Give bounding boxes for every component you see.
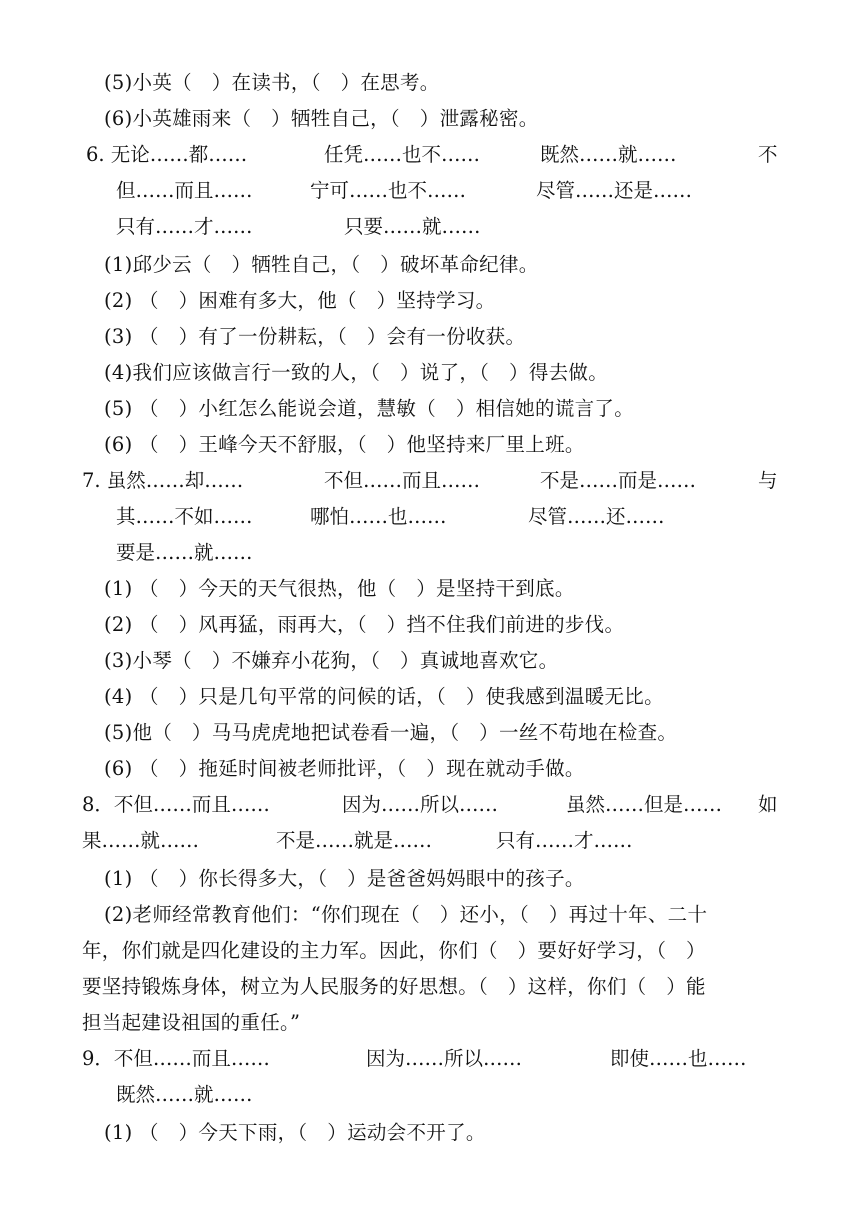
q8-option: 果……就……	[82, 829, 200, 852]
q8-item-2-line-4: 担当起建设祖国的重任。”	[82, 1011, 301, 1034]
q6-option: 只有……才……	[116, 215, 253, 238]
q5-item-6: (6)小英雄雨来（ ）牺牲自己，（ ）泄露秘密。	[104, 107, 539, 130]
q8-option-split: 如	[758, 793, 778, 816]
q9-options-row-1	[0, 1046, 860, 1072]
q7-option: 其……不如……	[116, 505, 253, 528]
q9-option: 既然……就……	[116, 1083, 253, 1106]
q6-option: 6. 无论……都……	[86, 143, 248, 166]
q6-item-2: (2) （ ）困难有多大，他（ ）坚持学习。	[104, 289, 496, 312]
q6-options-row-1	[0, 142, 860, 168]
q6-option: 尽管……还是……	[536, 179, 693, 202]
q8-option: 只有……才……	[496, 829, 633, 852]
q8-option: 8．不但……而且……	[82, 793, 270, 816]
q6-option: 任凭……也不……	[324, 143, 481, 166]
q6-option: 但……而且……	[116, 179, 253, 202]
q6-item-1: (1)邱少云（ ）牺牲自己，（ ）破坏革命纪律。	[104, 253, 539, 276]
q6-item-5: (5) （ ）小红怎么能说会道，慧敏（ ）相信她的谎言了。	[104, 397, 635, 420]
q6-options-row-2	[0, 178, 860, 204]
q7-item-5: (5)他（ ）马马虎虎地把试卷看一遍，（ ）一丝不苟地在检查。	[104, 721, 678, 744]
q5-item-5: (5)小英（ ）在读书，（ ）在思考。	[104, 71, 440, 94]
q6-item-4: (4)我们应该做言行一致的人，（ ）说了，（ ）得去做。	[104, 361, 609, 384]
q9-option: 9．不但……而且……	[82, 1047, 270, 1070]
q6-options-row-3	[0, 214, 860, 240]
q7-option: 不是……而是……	[540, 469, 697, 492]
q6-option: 既然……就……	[540, 143, 677, 166]
q6-option: 宁可……也不……	[310, 179, 467, 202]
q6-option-split: 不	[758, 143, 778, 166]
q7-option: 哪怕……也……	[310, 505, 447, 528]
q8-item-2-line-1: (2)老师经常教育他们：“你们现在（ ）还小，（ ）再过十年、二十	[104, 903, 708, 926]
q7-item-1: (1) （ ）今天的天气很热，他（ ）是坚持干到底。	[104, 577, 575, 600]
q7-options-row-3	[0, 540, 860, 566]
q7-options-row-1	[0, 468, 860, 494]
q7-item-2: (2) （ ）风再猛，雨再大，（ ）挡不住我们前进的步伐。	[104, 613, 625, 636]
q8-item-2-line-3: 要坚持锻炼身体，树立为人民服务的好思想。（ ）这样，你们（ ）能	[82, 975, 706, 998]
q7-option: 尽管……还……	[528, 505, 665, 528]
q9-option: 即使……也……	[610, 1047, 747, 1070]
q8-options-row-2	[0, 828, 860, 854]
q8-options-row-1	[0, 792, 860, 818]
q8-item-1: (1) （ ）你长得多大，（ ）是爸爸妈妈眼中的孩子。	[104, 867, 585, 890]
q7-item-3: (3)小琴（ ）不嫌弃小花狗，（ ）真诚地喜欢它。	[104, 649, 559, 672]
q8-option: 虽然……但是……	[566, 793, 723, 816]
q7-option-split: 与	[758, 469, 778, 492]
q7-option: 要是……就……	[116, 541, 253, 564]
q9-options-row-2	[0, 1082, 860, 1108]
q6-item-6: (6) （ ）王峰今天不舒服，（ ）他坚持来厂里上班。	[104, 433, 585, 456]
q9-option: 因为……所以……	[366, 1047, 523, 1070]
q8-option: 因为……所以……	[342, 793, 499, 816]
q7-option: 7. 虽然……却……	[82, 469, 244, 492]
q9-item-1: (1) （ ）今天下雨，（ ）运动会不开了。	[104, 1121, 486, 1144]
q7-option: 不但……而且……	[324, 469, 481, 492]
q7-item-4: (4) （ ）只是几句平常的问候的话，（ ）使我感到温暖无比。	[104, 685, 664, 708]
q8-option: 不是……就是……	[276, 829, 433, 852]
q7-item-6: (6) （ ）拖延时间被老师批评，（ ）现在就动手做。	[104, 757, 585, 780]
q6-item-3: (3) （ ）有了一份耕耘，（ ）会有一份收获。	[104, 325, 526, 348]
q7-options-row-2	[0, 504, 860, 530]
q8-item-2-line-2: 年，你们就是四化建设的主力军。因此，你们（ ）要好好学习，（ ）	[82, 939, 706, 962]
q6-option: 只要……就……	[344, 215, 481, 238]
